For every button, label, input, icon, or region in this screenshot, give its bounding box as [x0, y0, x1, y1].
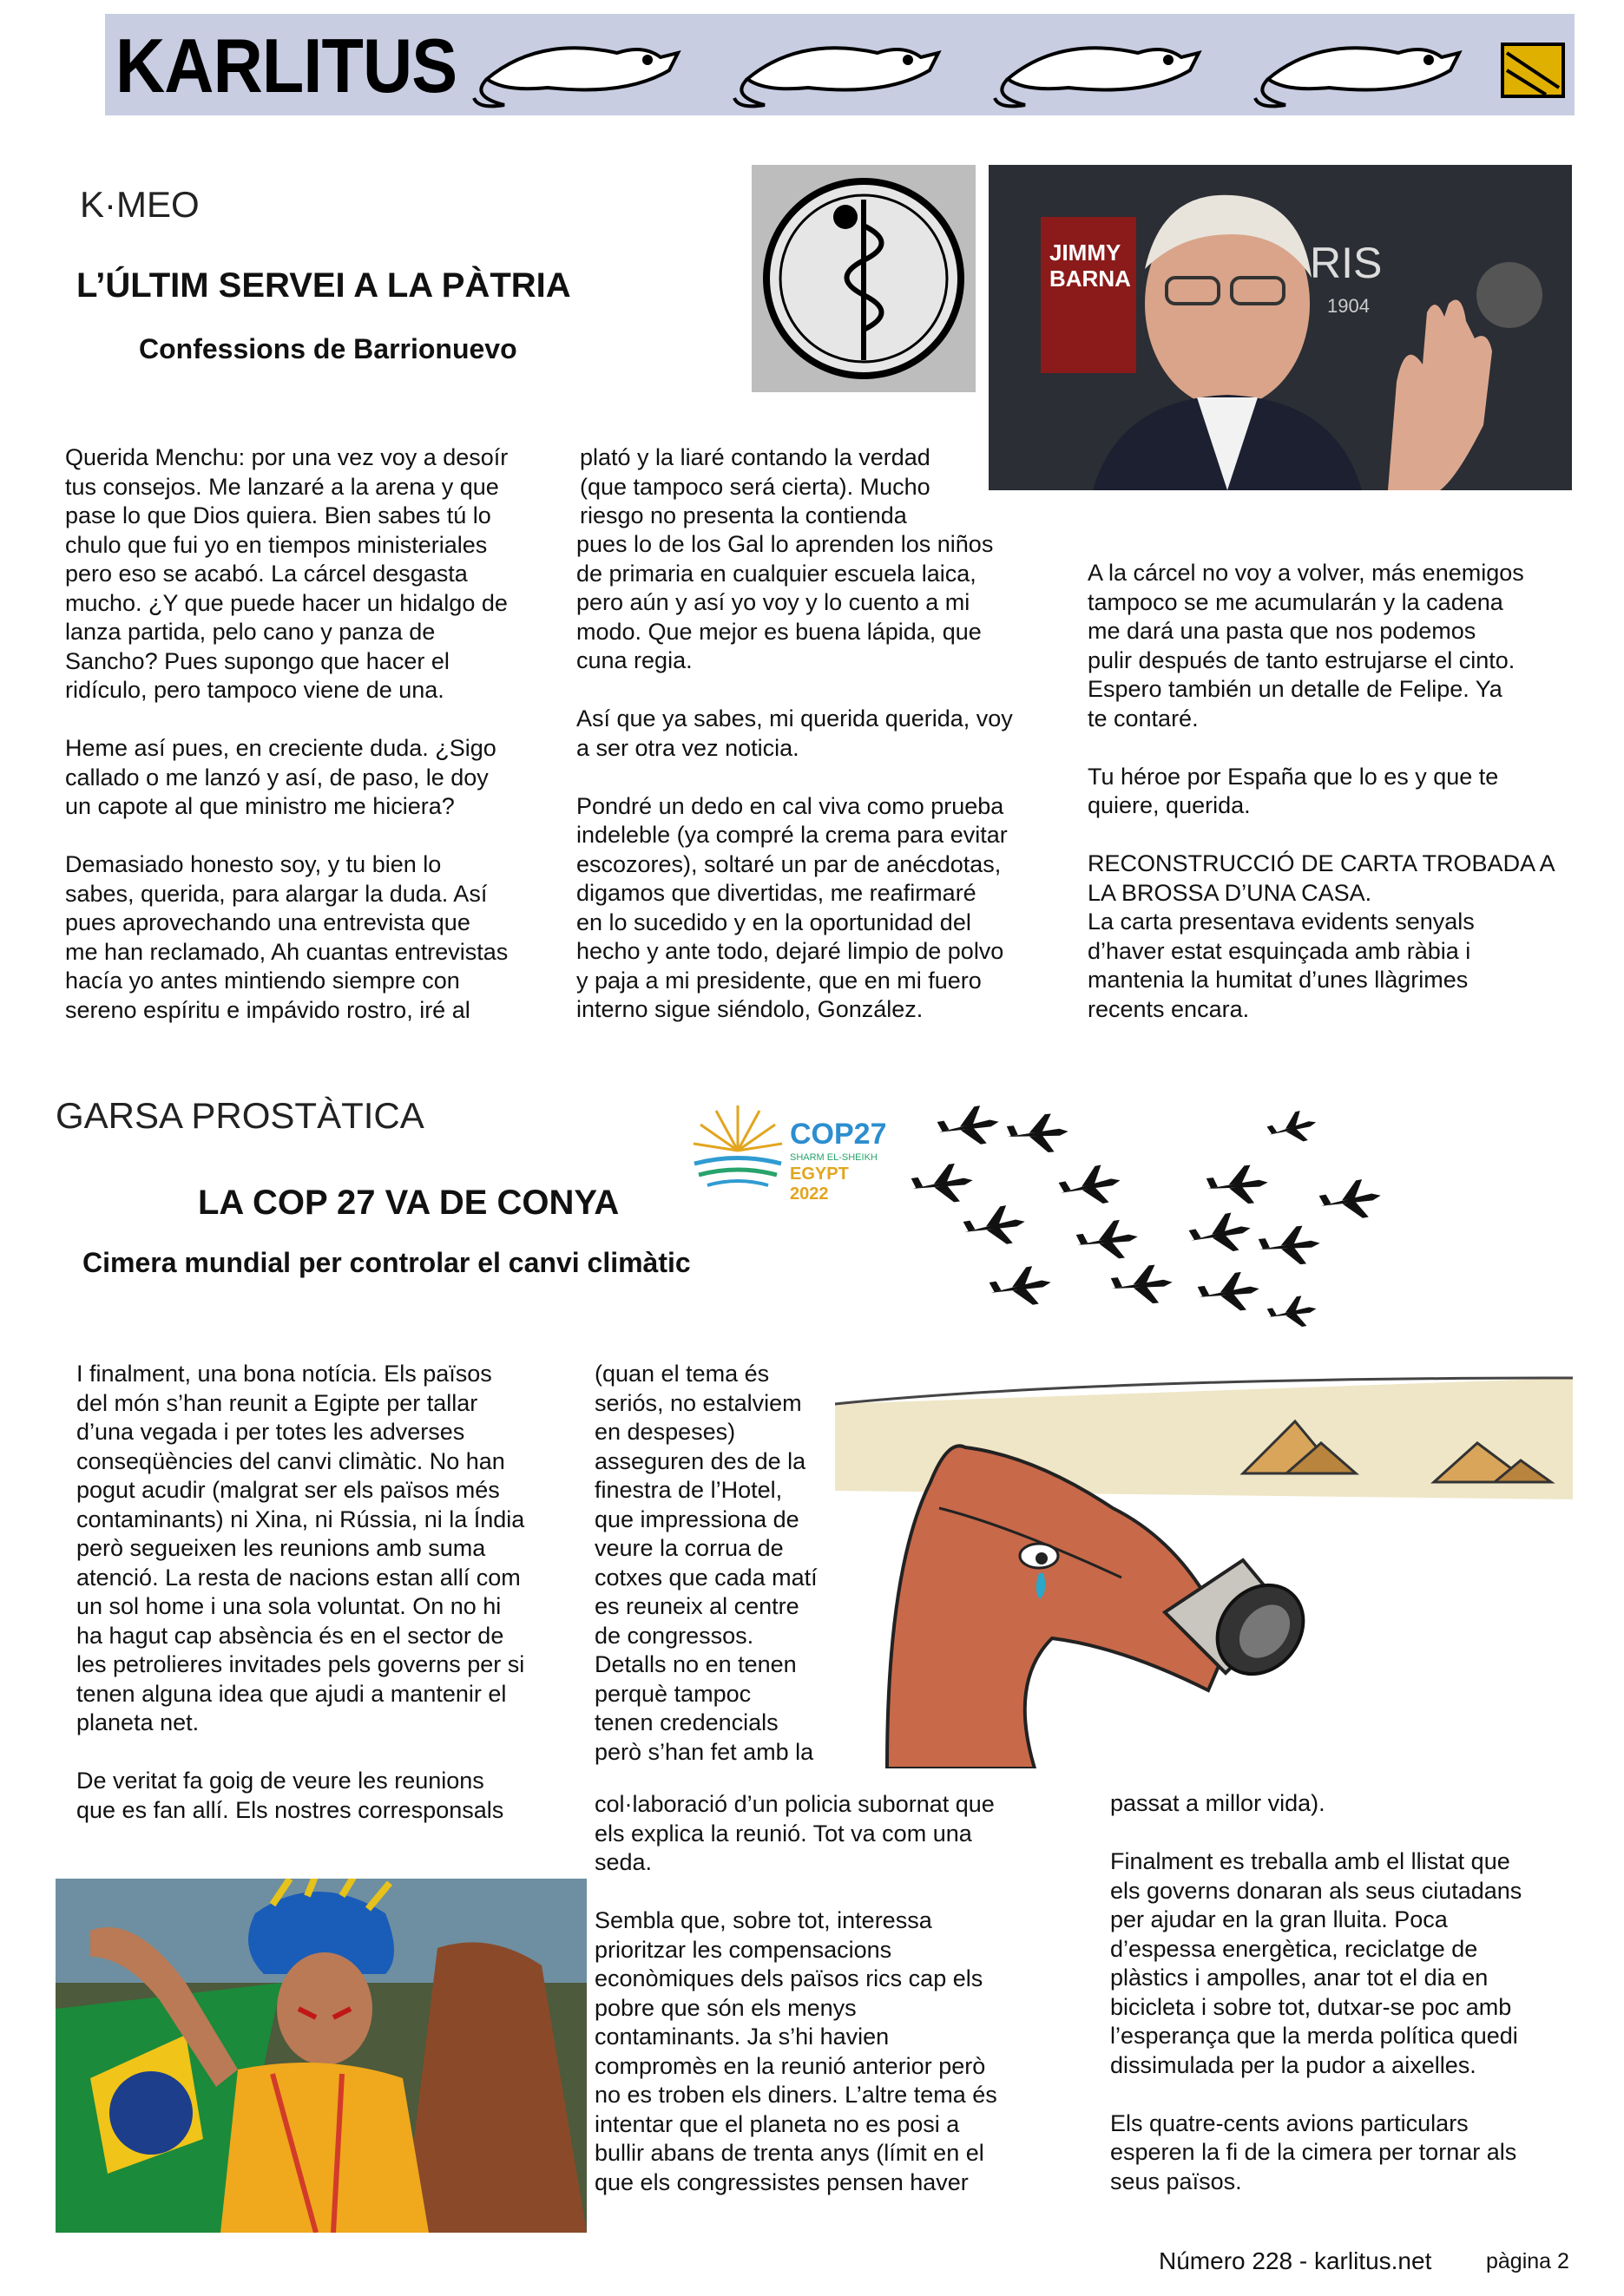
barrionuevo-photo: [989, 165, 1572, 490]
article2-column-3: passat a millor vida). Finalment es treballa amb el llistat que els governs donaran als seus ciutadans per ajudar en la gran lluita. Poca d’espessa energètica, reciclatge de plàstics i ampolles, anar tot el dia en bicicleta i sobre tot, dutxar-se poc amb l’esperança que la merda política quedi dissimulada per la pudor a aixelles. Els quatre-cents avions particulars esperen la fi de la cimera per tornar als seus països.: [1110, 1790, 1522, 2194]
masthead-title: KARLITUS: [115, 23, 457, 108]
photo-sign-text-2: BARNA: [1049, 266, 1131, 292]
footer-page-number: pàgina 2: [1486, 2249, 1569, 2273]
section-title-kmeo: K·MEO: [80, 184, 200, 225]
article2-subhead: Cimera mundial per controlar el canvi climàtic: [82, 1247, 691, 1278]
photo-sign-text-4: 1904: [1327, 295, 1370, 317]
section-title-garsa: GARSA PROSTÀTICA: [56, 1095, 424, 1136]
caduceus-seal-icon: [752, 165, 976, 392]
article1-column-1: Querida Menchu: por una vez voy a desoír tus consejos. Me lanzaré a la arena y que pase lo que Dios quiera. Bien sabes tú lo chulo que fui yo en tiempos ministeriales pero eso se acabó. La cárcel desgasta mucho. ¿Y que puede hacer un hidalgo de lanza partida, pelo cano y panza de Sancho? Pues supongo que hacer el ridículo, pero tampoco viene de una. Heme así pues, en creciente duda. ¿Sigo callado o me lanzó y así, de paso, le doy un capote al que ministro me hiciera? Demasiado honesto soy, y tu bien lo sabes, querida, para alargar la duda. Así pues aprovechando una entrevista que me han reclamado, Ah cuantas entrevistas hacía yo antes mintiendo siempre con sereno espíritu e impávido rostro, iré al: [65, 444, 509, 1023]
indigenous-protest-photo: [56, 1879, 587, 2233]
article2-column-2b: col·laboració d’un policia subornat que els explica la reunió. Tot va com una seda. Sembla que, sobre tot, interessa prioritzar les compensacions econòmiques dels països rics cap els pobre que són els menys contaminants. Ja s’hi havien compromès en la reunió anterior però no es troben els diners. L’altre tema és intentar que el planeta no es posi a bullir abans de trenta anys (límit en el que els congressistes pensen haver: [595, 1791, 997, 2195]
photo-sign-text-3: RIS: [1310, 239, 1383, 287]
article1-column-2a: plató y la liaré contando la verdad (que tampoco será cierta). Mucho riesgo no presenta la contienda: [580, 444, 930, 528]
airplane-flock-icon: [903, 1102, 1423, 1345]
article2-column-1: I finalment, una bona notícia. Els països del món s’han reunit a Egipte per tallar d’una vegada i per totes les adverses conseqüències del canvi climàtic. No han pogut acudir (malgrat ser els països més contaminants) ni Xina, ni Rússia, ni la Índia però segueixen les reunions amb suma atenció. La resta de nacions estan allí com un sol home i una sola voluntat. On no hi ha hagut cap absència és en el sector de les petrolieres invitades pels governs per si tenen alguna idea que ajudi a mantenir el planeta net. De veritat fa goig de veure les reunions que es fan allí. Els nostres corresponsals: [76, 1361, 525, 1823]
cop27-logo-subtext-1: SHARM EL-SHEIKH: [790, 1152, 878, 1163]
camel-cartoon-image: [835, 1352, 1573, 1768]
caduceus-seal-image: [752, 165, 976, 392]
article1-headline: L’ÚLTIM SERVEI A LA PÀTRIA: [76, 266, 571, 305]
cop27-logo-text: COP27: [790, 1118, 887, 1151]
masthead: [105, 14, 1575, 115]
cop27-logo: [690, 1099, 885, 1203]
article2-headline: LA COP 27 VA DE CONYA: [198, 1184, 620, 1222]
camel-cartoon-icon: [835, 1352, 1573, 1768]
article1-subhead: Confessions de Barrionuevo: [139, 333, 517, 364]
cop27-logo-subtext-2: EGYPT 2022: [790, 1164, 849, 1204]
article1-column-2b: pues lo de los Gal lo aprenden los niños de primaria en cualquier escuela laica, pero aún y así yo voy y lo cuento a mi modo. Que mejor es buena lápida, que cuna regia. Así que ya sabes, mi querida querida, voy a ser otra vez noticia. Pondré un dedo en cal viva como prueba indeleble (ya compré la crema para evitar escozores), soltaré un par de anécdotas, digamos que divertidas, me reafirmaré en lo sucedido y en la oportunidad del hecho y ante todo, dejaré limpio de polvo y paja a mi presidente, que en mi fuero interno sigue siéndolo, González.: [576, 531, 1013, 1022]
article1-column-3: A la cárcel no voy a volver, más enemigos tampoco se me acumularán y la cadena me dará una pasta que nos podemos pulir después de tanto estrujarse el cinto. Espero también un detalle de Felipe. Ya te contaré. Tu héroe por España que lo es y que te quiere, querida. RECONSTRUCCIÓ DE CARTA TROBADA A LA BROSSA D’UNA CASA. La carta presentava evidents senyals d’haver estat esquinçada amb ràbia i mantenia la humitat d’unes llàgrimes recents encara.: [1088, 560, 1555, 1022]
article2-column-2a: (quan el tema és seriós, no estalviem en despeses) asseguren des de la finestra de l’Hotel, que impressiona de veure la corrua de cotxes que cada matí es reuneix al centre de congressos. Detalls no en tenen perquè tampoc tenen credencials però s’han fet amb la: [595, 1361, 818, 1765]
rat-frieze-icon: [470, 18, 1572, 114]
photo-sign-text-1: JIMMY: [1049, 239, 1121, 266]
footer-issue: Número 228 - karlitus.net: [1159, 2247, 1432, 2274]
cop27-sun-logo-icon: [690, 1099, 786, 1203]
